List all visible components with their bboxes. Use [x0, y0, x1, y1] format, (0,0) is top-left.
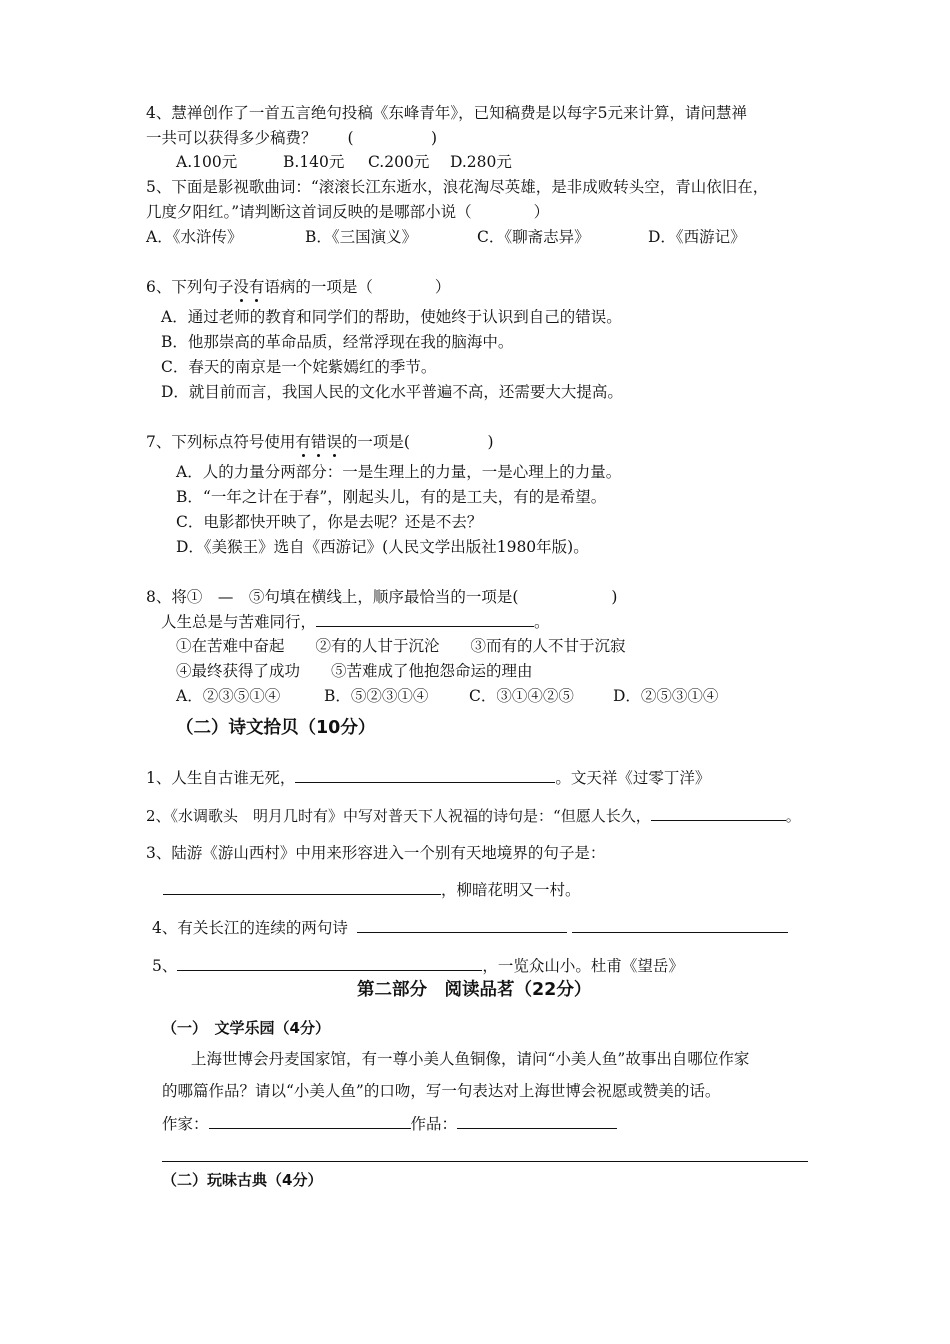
q8-option-b: B．⑤②③①④	[324, 687, 429, 705]
q7-stem: 7、下列标点符号使用有错误的一项是( )	[146, 433, 494, 451]
answer-blank[interactable]	[316, 611, 534, 627]
poetry-item-5: 5、 ，一览众山小。杜甫《望岳》	[152, 957, 684, 975]
author-work-line: 作家： 作品：	[162, 1113, 617, 1134]
q6-option-a: A．通过老师的教育和同学们的帮助，使她终于认识到自己的错误。	[161, 308, 622, 326]
q6-stem: 6、下列句子没有语病的一项是（ ）	[146, 278, 451, 296]
poetry-item-1: 1、人生自古谁无死， 。文天祥《过零丁洋》	[146, 769, 711, 787]
q8-option-a: A．②③⑤①④	[176, 687, 281, 705]
answer-blank[interactable]	[572, 917, 788, 933]
q7-option-c: C．电影都快开映了，你是去呢？还是不去？	[176, 513, 483, 531]
emphasis-mark: 没	[233, 278, 249, 296]
part-two-title: 第二部分 阅读品茗（22分）	[357, 980, 592, 1000]
q7-option-a: A．人的力量分两部分：一是生理上的力量，一是心理上的力量。	[176, 463, 622, 481]
literature-paragraph-line1: 上海世博会丹麦国家馆，有一尊小美人鱼铜像，请问“小美人鱼”故事出自哪位作家	[191, 1050, 750, 1068]
literature-paragraph-line2: 的哪篇作品？请以“小美人鱼”的口吻，写一句表达对上海世博会祝愿或赞美的话。	[162, 1082, 721, 1100]
q5-option-a: A．《水浒传》	[146, 228, 243, 246]
q8-option-d: D．②⑤③①④	[613, 687, 719, 705]
poetry-item-3-line2: ，柳暗花明又一村。	[163, 879, 581, 900]
section-title-poetry: （二）诗文拾贝（10分）	[176, 718, 376, 738]
answer-blank[interactable]	[295, 767, 555, 783]
subsection-title-classics: （二）玩味古典（4分）	[162, 1171, 323, 1189]
answer-blank[interactable]	[357, 917, 567, 933]
answer-blank[interactable]	[177, 955, 482, 971]
q4-option-a: A.100元	[176, 153, 238, 171]
q8-stem: 8、将① — ⑤句填在横线上，顺序最恰当的一项是( )	[146, 588, 618, 606]
emphasis-mark: 有	[295, 433, 311, 451]
q6-option-c: C．春天的南京是一个姹紫嫣红的季节。	[161, 358, 437, 376]
subsection-title-literature: （一） 文学乐园（4分）	[162, 1019, 330, 1037]
q4-option-d: D.280元	[450, 153, 512, 171]
q8-items-line1: ①在苦难中奋起 ②有的人甘于沉沦 ③而有的人不甘于沉寂	[176, 637, 626, 655]
q7-option-b: B．“一年之计在于春”，刚起头儿，有的是工夫，有的是希望。	[176, 488, 607, 506]
q5-option-c: C．《聊斋志异》	[477, 228, 590, 246]
q6-option-d: D．就目前而言，我国人民的文化水平普遍不高，还需要大大提高。	[161, 383, 623, 401]
emphasis-mark: 错	[310, 433, 327, 451]
q8-items-line2: ④最终获得了成功 ⑤苦难成了他抱怨命运的理由	[176, 662, 533, 680]
q6-option-b: B．他那崇高的革命品质，经常浮现在我的脑海中。	[161, 333, 514, 351]
poetry-item-4: 4、有关长江的连续的两句诗	[152, 917, 788, 938]
emphasis-mark: 误	[326, 433, 342, 451]
q5-line1: 5、下面是影视歌曲词：“滚滚长江东逝水，浪花淘尽英雄，是非成败转头空，青山依旧在，	[146, 178, 769, 196]
q5-option-d: D．《西游记》	[648, 228, 746, 246]
work-blank[interactable]	[457, 1113, 617, 1129]
answer-rule-line	[162, 1161, 808, 1162]
author-blank[interactable]	[209, 1113, 411, 1129]
q7-option-d: D．《美猴王》选自《西游记》(人民文学出版社1980年版)。	[176, 538, 589, 556]
emphasis-mark: 有	[248, 278, 265, 296]
poetry-item-2: 2、《水调歌头 明月几时有》中写对普天下人祝福的诗句是：“但愿人长久， 。	[146, 807, 801, 825]
answer-blank[interactable]	[163, 879, 441, 895]
q8-option-c: C．③①④②⑤	[469, 687, 574, 705]
q4-option-c: C.200元	[368, 153, 430, 171]
q8-sentence: 人生总是与苦难同行， 。	[161, 613, 550, 631]
answer-blank[interactable]	[651, 805, 786, 821]
poetry-item-3: 3、陆游《游山西村》中用来形容进入一个别有天地境界的句子是：	[146, 844, 606, 862]
q5-option-b: B．《三国演义》	[305, 228, 418, 246]
q4-option-b: B.140元	[283, 153, 345, 171]
q4-line2: 一共可以获得多少稿费？ ( )	[146, 129, 438, 147]
q4-line1: 4、慧禅创作了一首五言绝句投稿《东峰青年》，已知稿费是以每字5元来计算，请问慧禅	[146, 104, 747, 122]
q5-line2: 几度夕阳红。”请判断这首词反映的是哪部小说（ ）	[146, 203, 550, 221]
